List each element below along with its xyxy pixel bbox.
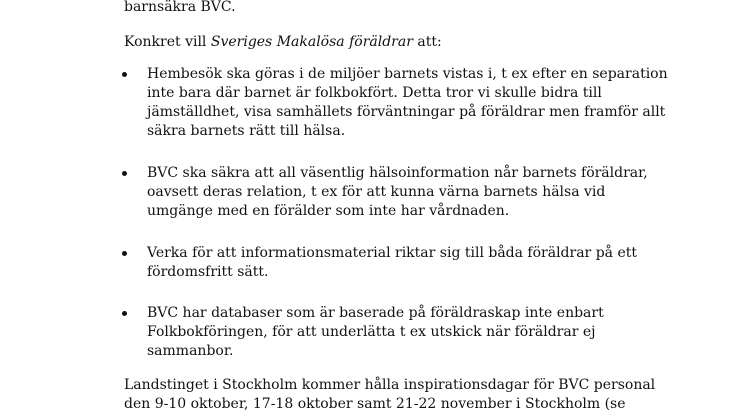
bullet-1-line-2: inte bara där barnet är folkbokfört. Detta tror vi skulle bidra till [147,85,602,101]
bullet-4-line-3: sammanbor. [147,343,234,359]
intro-prefix: Konkret vill [124,34,211,50]
bullet-1-line-3: jämställdhet, visa samhällets förväntningar på föräldrar men framför allt [147,104,666,120]
bullet-3-line-1: Verka för att informationsmaterial riktar sig till båda föräldrar på ett [147,245,637,261]
organization-name: Sveriges Makalösa föräldrar [210,34,413,50]
bullet-1-line-1: Hembesök ska göras i de miljöer barnets vistas i, t ex efter en separation [147,66,668,82]
bullet-dot [122,171,127,176]
bullet-1-line-4: säkra barnets rätt till hälsa. [147,123,346,139]
bullet-dot [122,72,127,77]
bullet-dot [122,251,127,256]
intro-paragraph [124,33,442,52]
bullet-2-line-1: BVC ska säkra att all väsentlig hälsoinformation når barnets föräldrar, [147,165,648,181]
bullet-4-line-2: Folkbokföringen, för att underlätta t ex utskick när föräldrar ej [147,324,596,340]
closing-line-1: Landstinget i Stockholm kommer hålla inspirationsdagar för BVC personal [124,377,656,393]
bullet-3-line-2: fördomsfritt sätt. [147,264,269,280]
intro-suffix: att: [412,34,442,50]
closing-line-2: den 9-10 oktober, 17-18 oktober samt 21-22 november i Stockholm (se [124,396,626,412]
bullet-dot [122,311,127,316]
bullet-2-line-3: umgänge med en förälder som inte har vårdnaden. [147,203,510,219]
bullet-2-line-2: oavsett deras relation, t ex för att kunna värna barnets hälsa vid [147,184,606,200]
bullet-4-line-1: BVC har databaser som är baserade på föräldraskap inte enbart [147,305,604,321]
top-line: barnsäkra BVC. [124,0,236,15]
